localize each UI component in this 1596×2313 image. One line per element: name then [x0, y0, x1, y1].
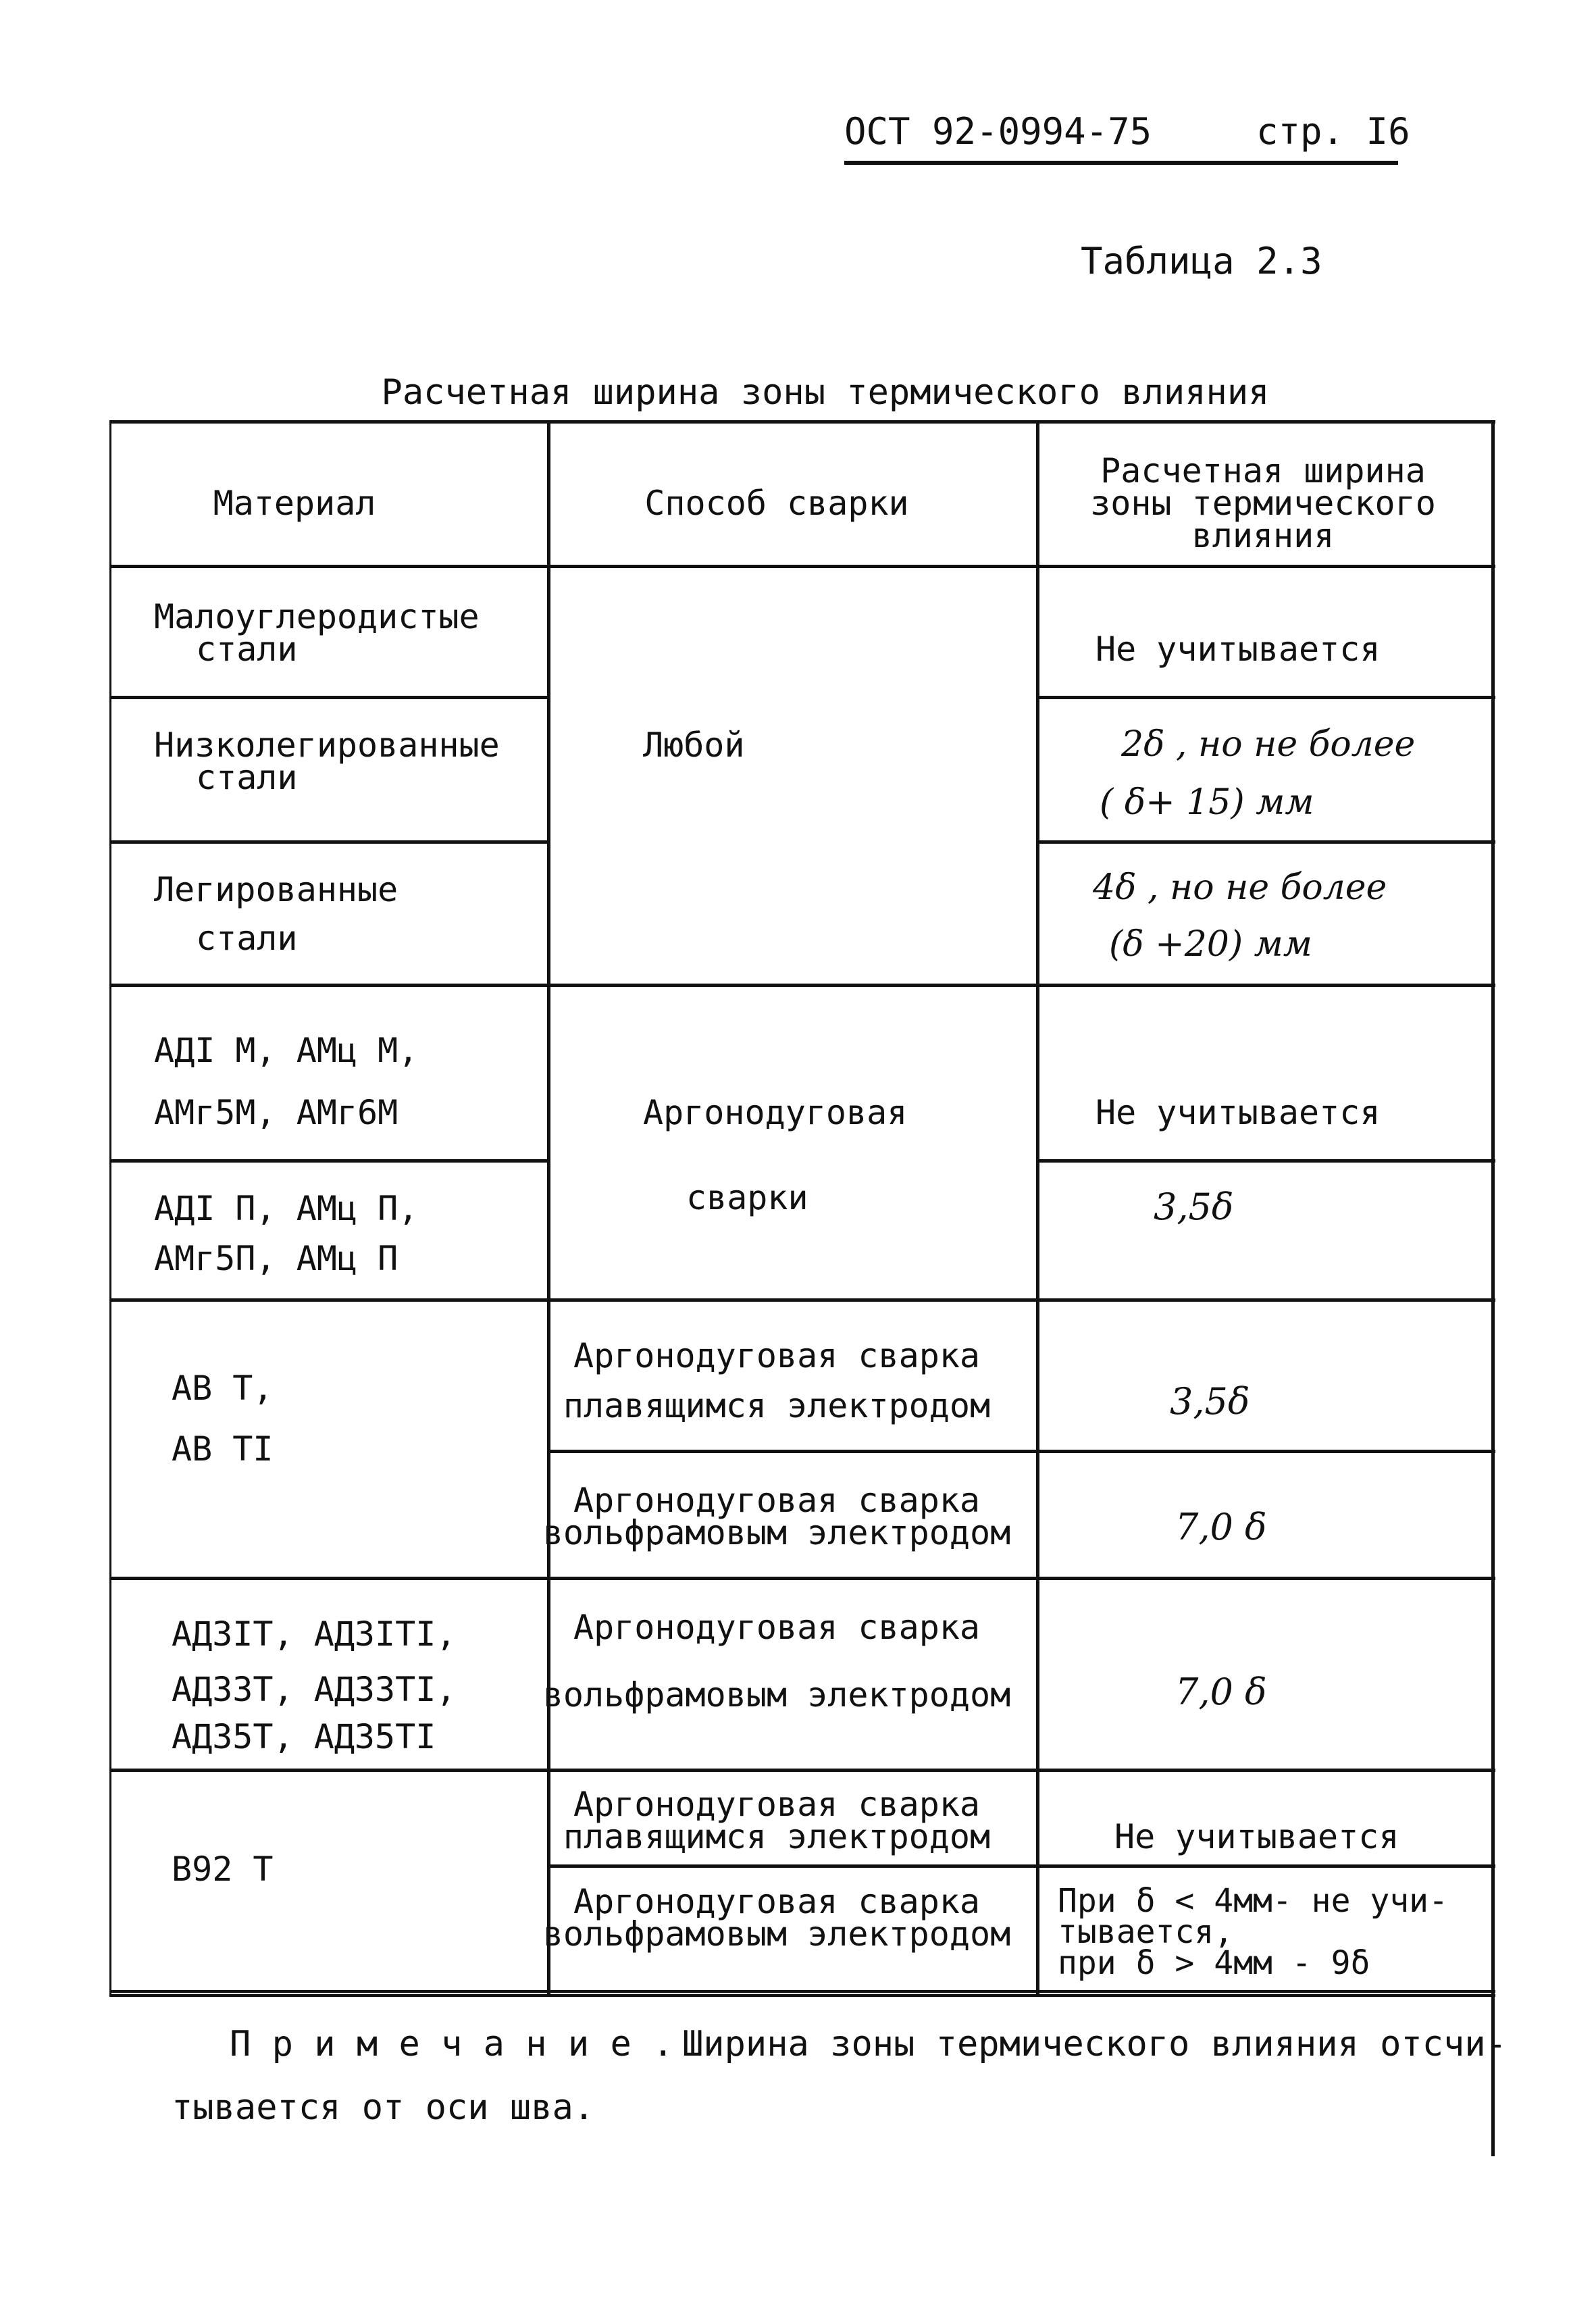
- material-cell: стали: [196, 758, 298, 797]
- method-cell: вольфрамовым электродом: [542, 1914, 1011, 1954]
- width-cell: (δ +20) мм: [1109, 924, 1312, 965]
- material-cell: Низколегированные: [154, 726, 500, 765]
- table-right-border: [1491, 420, 1495, 2156]
- row-border: [547, 1450, 1495, 1453]
- material-cell: АДI М, АМц М,: [154, 1031, 419, 1070]
- row-border: [109, 1159, 550, 1163]
- width-cell: 3,5δ: [1170, 1380, 1250, 1423]
- method-cell: плавящимся электродом: [563, 1386, 991, 1425]
- width-cell: 3,5δ: [1154, 1186, 1234, 1228]
- row-border: [1039, 696, 1495, 699]
- column-header-width-line2: зоны термического: [1090, 484, 1436, 523]
- method-cell: Аргонодуговая сварка: [573, 1336, 981, 1375]
- material-cell: АВ Т,: [172, 1369, 274, 1408]
- width-cell: тывается,: [1058, 1913, 1234, 1951]
- width-cell: ( δ+ 15) мм: [1100, 782, 1314, 823]
- row-border: [1039, 840, 1495, 844]
- method-cell: плавящимся электродом: [563, 1817, 991, 1856]
- note-text: тывается от оси шва.: [172, 2087, 595, 2128]
- method-cell: Аргонодуговая сварка: [573, 1882, 981, 1921]
- width-cell: Не учитывается: [1096, 1093, 1381, 1132]
- method-cell: Аргонодуговая: [643, 1093, 908, 1132]
- material-cell: стали: [196, 919, 298, 958]
- width-cell: при δ > 4мм - 9δ: [1058, 1944, 1370, 1982]
- header-underline: [844, 161, 1398, 165]
- row-border: [109, 1298, 1495, 1302]
- row-border: [547, 1864, 1495, 1868]
- row-border: [1039, 1159, 1495, 1163]
- width-cell: При δ < 4мм- не учи-: [1058, 1882, 1448, 1920]
- width-cell: 7,0 δ: [1175, 1506, 1267, 1548]
- method-cell: вольфрамовым электродом: [542, 1675, 1011, 1714]
- material-cell: В92 Т: [172, 1850, 274, 1889]
- page-number: стр. I6: [1256, 110, 1410, 153]
- document-code: ОСТ 92-0994-75: [844, 110, 1152, 153]
- row-border: [109, 984, 1495, 987]
- table-left-border: [109, 420, 111, 1997]
- width-cell: 4δ , но не более: [1093, 867, 1387, 908]
- material-cell: Малоуглеродистые: [154, 597, 480, 636]
- table-label: Таблица 2.3: [1081, 240, 1322, 282]
- column-header-method: Способ сварки: [644, 484, 909, 523]
- column-divider: [547, 420, 550, 1997]
- method-cell: Аргонодуговая сварка: [573, 1608, 981, 1647]
- row-border: [109, 696, 550, 699]
- width-cell: 2δ , но не более: [1121, 724, 1416, 765]
- method-cell: Любой: [643, 726, 745, 765]
- table-bottom-border: [109, 1990, 1495, 1997]
- row-border: [109, 1577, 1495, 1580]
- material-cell: АМг5М, АМг6М: [154, 1093, 398, 1132]
- column-divider: [1036, 420, 1039, 1997]
- row-border: [109, 1769, 1495, 1772]
- material-cell: Легированные: [154, 870, 398, 909]
- material-cell: АД3IТ, АД3IТI,: [172, 1615, 457, 1654]
- column-header-material: Материал: [213, 484, 376, 523]
- column-header-width-line3: влияния: [1191, 516, 1335, 555]
- material-cell: АД33Т, АД33ТI,: [172, 1670, 457, 1709]
- table-title: Расчетная ширина зоны термического влияния: [381, 372, 1270, 413]
- width-cell: Не учитывается: [1114, 1817, 1399, 1856]
- material-cell: АВ ТI: [172, 1429, 274, 1469]
- column-header-width-line1: Расчетная ширина: [1100, 451, 1426, 490]
- material-cell: АДI П, АМц П,: [154, 1189, 419, 1228]
- method-cell: Аргонодуговая сварка: [573, 1481, 981, 1520]
- material-cell: АМг5П, АМц П: [154, 1239, 398, 1278]
- material-cell: АД35Т, АД35ТI: [172, 1717, 436, 1756]
- width-cell: Не учитывается: [1096, 630, 1381, 669]
- material-cell: стали: [196, 630, 298, 669]
- method-cell: сварки: [686, 1178, 808, 1217]
- method-cell: Аргонодуговая сварка: [573, 1785, 981, 1824]
- note-label: П р и м е ч а н и е .: [230, 2024, 674, 2064]
- width-cell: 7,0 δ: [1175, 1671, 1267, 1713]
- method-cell: вольфрамовым электродом: [542, 1513, 1011, 1552]
- table-top-border: [109, 420, 1495, 424]
- note-text: Ширина зоны термического влияния отсчи-: [682, 2024, 1507, 2064]
- header-row-border: [109, 565, 1495, 568]
- row-border: [109, 840, 550, 844]
